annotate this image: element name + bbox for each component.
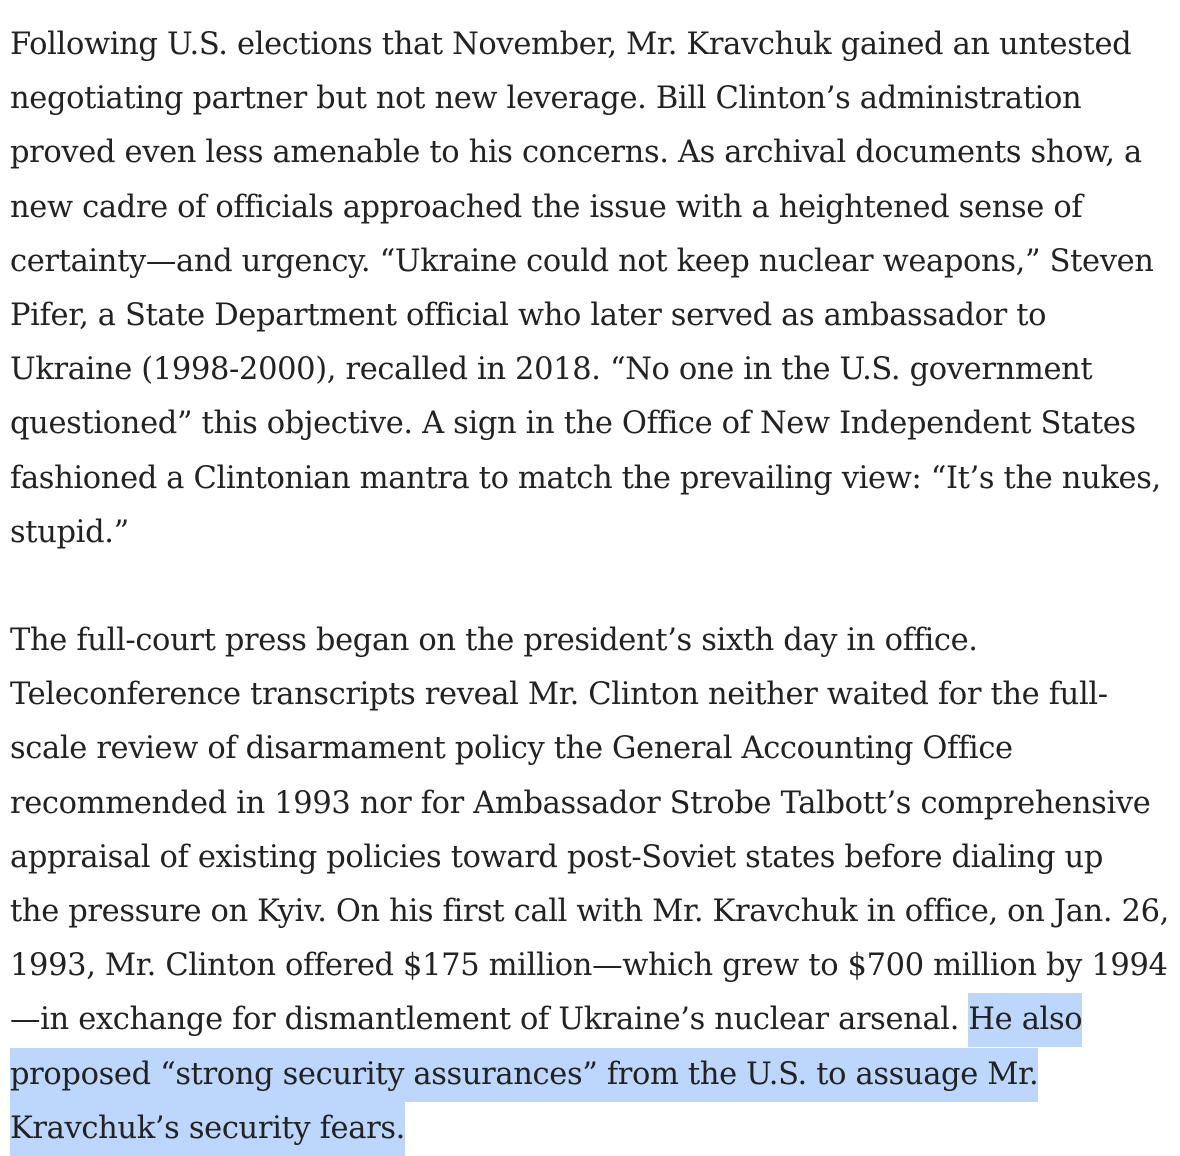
paragraph-line: stupid.” — [10, 514, 129, 550]
paragraph-line: negotiating partner but not new leverage. Bill Clinton’s administration — [10, 81, 1082, 117]
paragraph-line: The full-court press began on the president’s sixth day in office. — [10, 623, 978, 659]
paragraph-line: the pressure on Kyiv. On his first call with Mr. Kravchuk in office, on Jan. 26, — [10, 894, 1169, 929]
paragraph-line: scale review of disarmament policy the General Accounting Office — [10, 731, 1013, 767]
paragraph-line: Ukraine (1998-2000), recalled in 2018. “No one in the U.S. government — [10, 352, 1093, 388]
paragraph-2 — [10, 614, 1172, 1156]
plain-text: —in exchange for dismantlement of Ukraine’s nuclear arsenal. — [10, 1002, 969, 1038]
paragraph-line: Teleconference transcripts reveal Mr. Clinton neither waited for the full- — [10, 677, 1108, 713]
paragraph-line — [10, 993, 1172, 1047]
article-body — [10, 18, 1172, 1156]
selected-text[interactable]: He also — [968, 993, 1082, 1047]
paragraph-spacer — [10, 560, 1172, 614]
paragraph-line — [10, 1102, 1172, 1156]
paragraph-line: Pifer, a State Department official who later served as ambassador to — [10, 297, 1047, 333]
paragraph-line: new cadre of officials approached the issue with a heightened sense of — [10, 189, 1083, 225]
selected-text[interactable]: proposed “strong security assurances” from the U.S. to assuage Mr. — [10, 1048, 1038, 1102]
selected-text[interactable]: Kravchuk’s security fears. — [10, 1102, 405, 1156]
paragraph-line: questioned” this objective. A sign in the Office of New Independent States — [10, 406, 1136, 442]
paragraph-1 — [10, 18, 1172, 560]
paragraph-line: fashioned a Clintonian mantra to match the prevailing view: “It’s the nukes, — [10, 460, 1161, 496]
paragraph-line: proved even less amenable to his concerns. As archival documents show, a — [10, 135, 1142, 171]
paragraph-line — [10, 1048, 1172, 1102]
paragraph-line: Following U.S. elections that November, Mr. Kravchuk gained an untested — [10, 27, 1132, 62]
paragraph-line: 1993, Mr. Clinton offered $175 million—which grew to $700 million by 1994 — [10, 948, 1168, 984]
paragraph-line: certainty—and urgency. “Ukraine could not keep nuclear weapons,” Steven — [10, 243, 1154, 279]
paragraph-line: appraisal of existing policies toward post-Soviet states before dialing up — [10, 839, 1103, 875]
paragraph-line: recommended in 1993 nor for Ambassador Strobe Talbott’s comprehensive — [10, 785, 1151, 821]
